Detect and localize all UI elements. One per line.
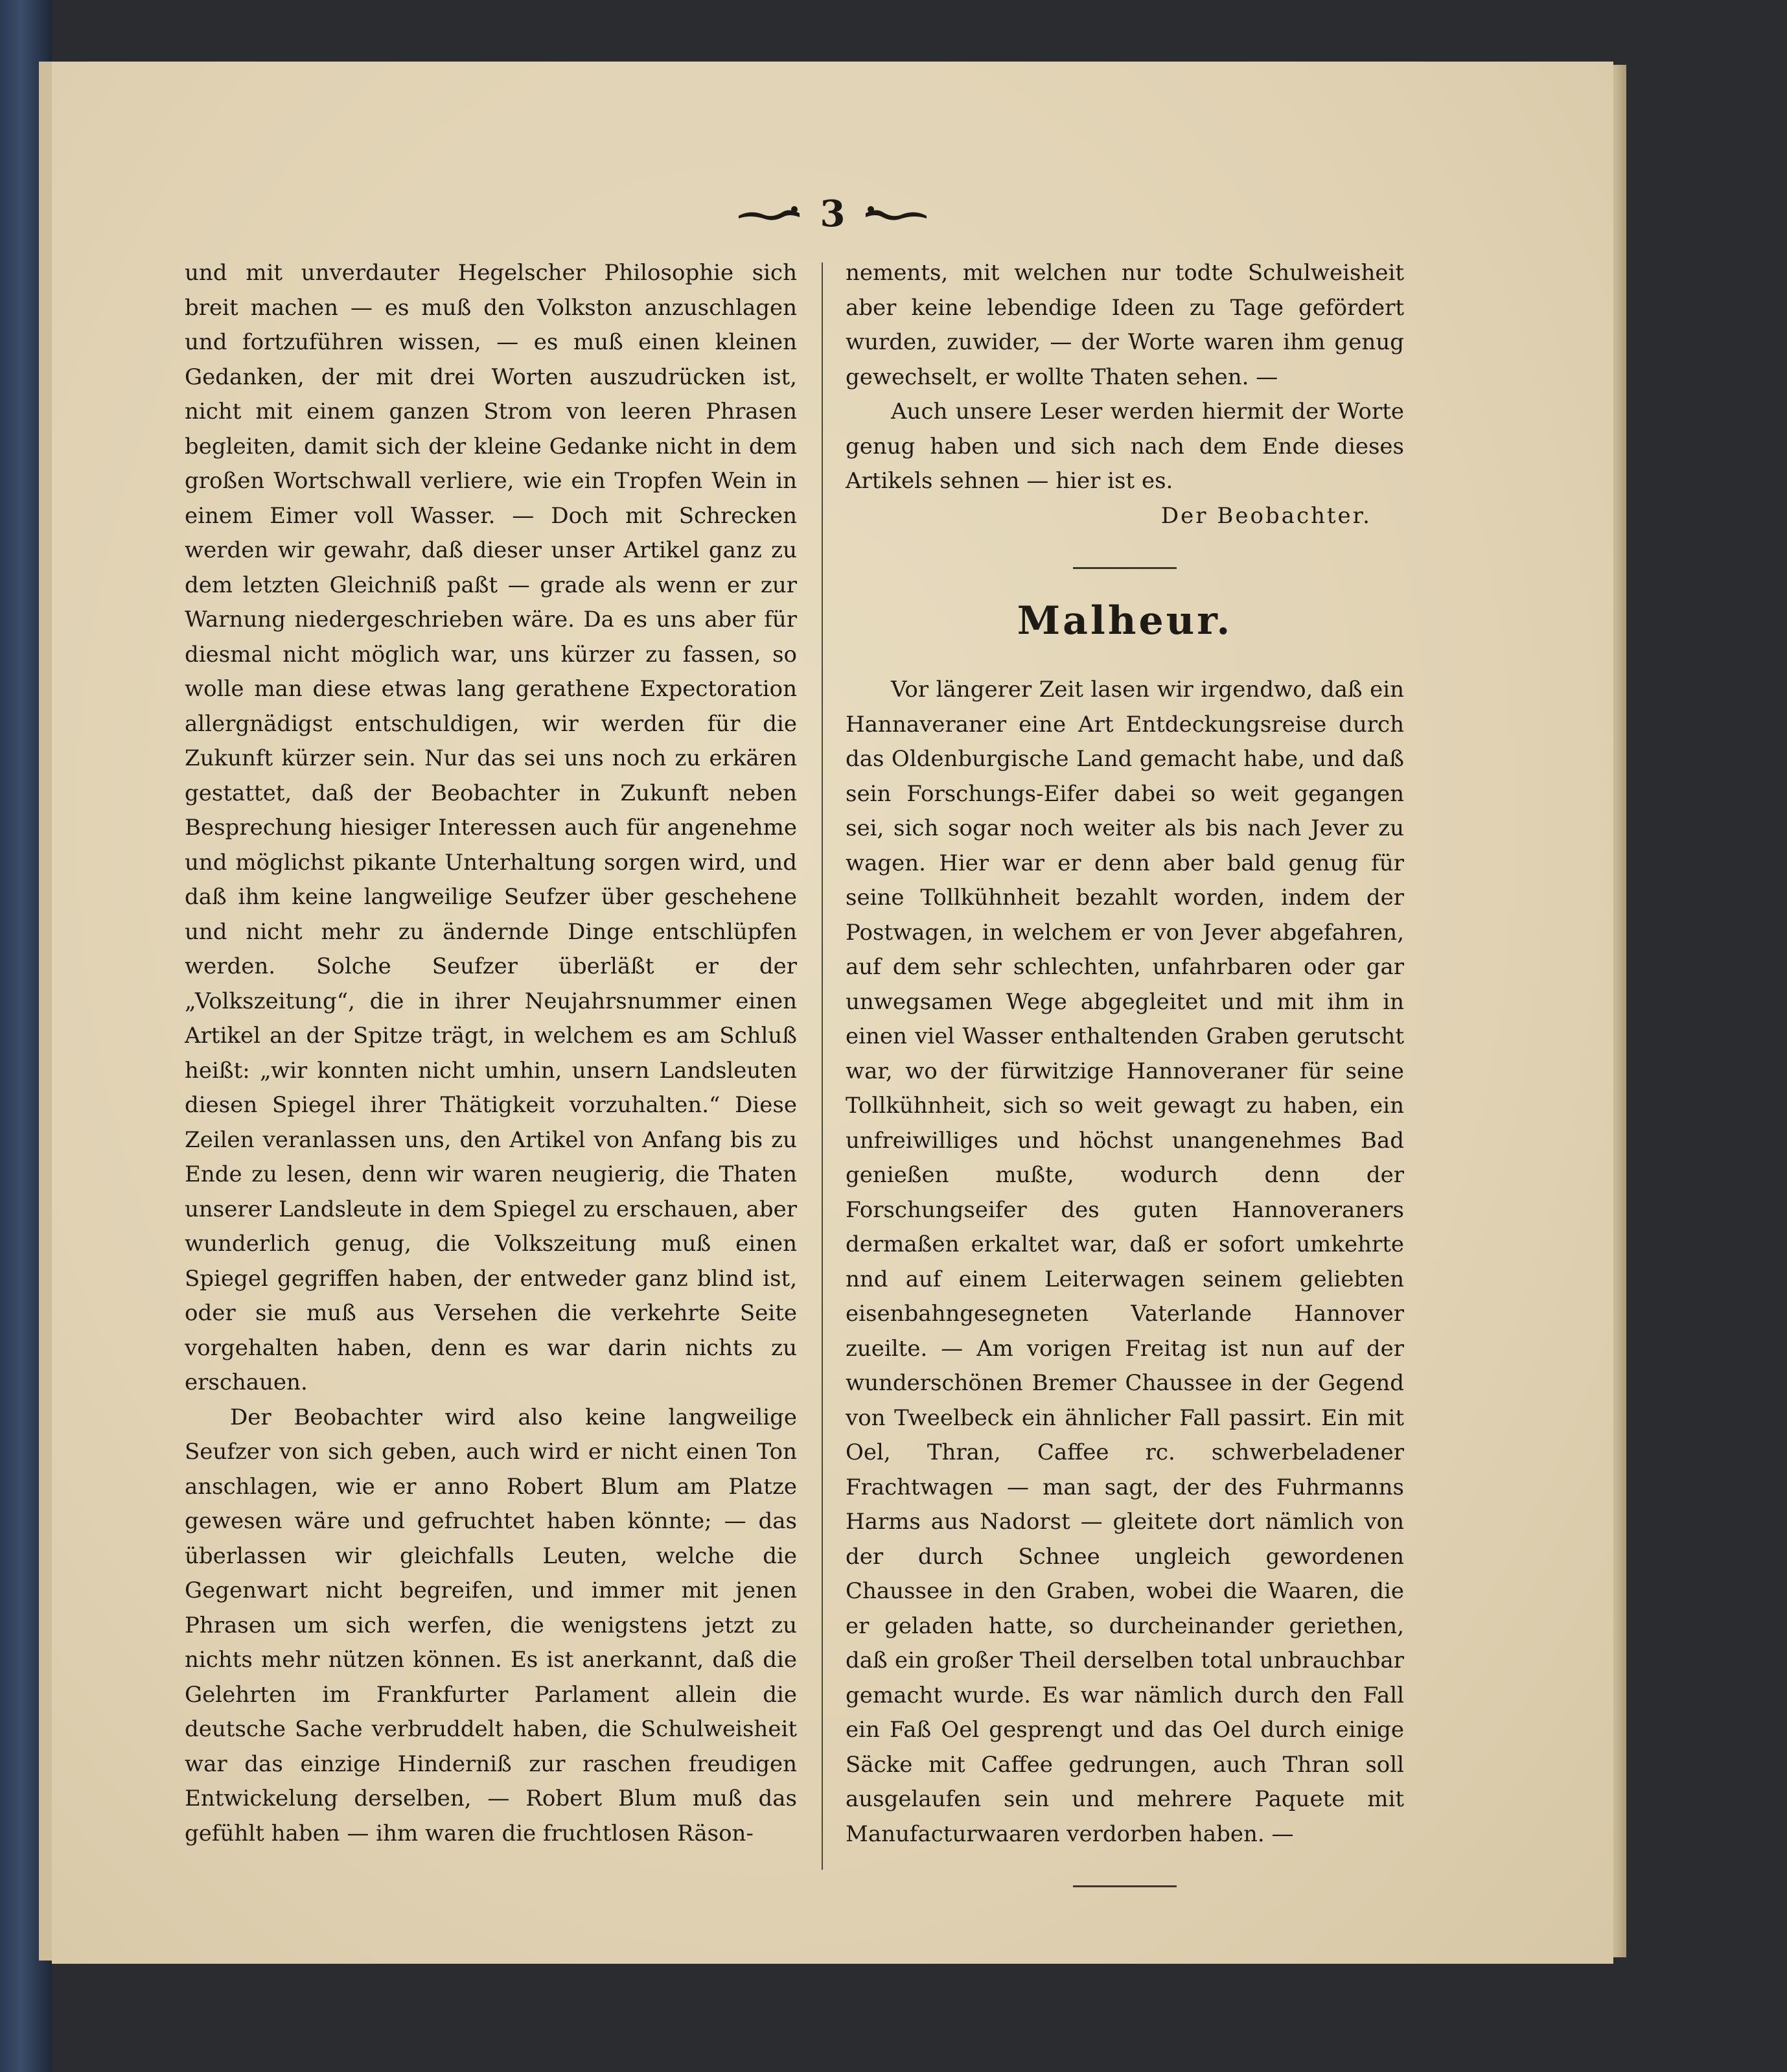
previous-page-edge — [39, 62, 52, 1961]
right-column — [846, 256, 1404, 1887]
section-divider-bottom — [1073, 1885, 1177, 1887]
column-divider — [822, 262, 823, 1870]
article-heading: Malheur. — [1017, 598, 1233, 644]
left-paragraph-2: Der Beobachter wird also keine langweilige Seufzer von sich geben, auch wird er nicht einen Ton anschlagen, wie er anno Robert Blum am Platze gewesen wäre und gefruchtet haben könnte; — das überlassen wir gleichfalls Leuten, welche die Gegenwart nicht begreifen, und immer mit jenen Phrasen um sich werfen, die wenigstens jetzt zu nichts mehr nützen können. Es ist anerkannt, daß die Gelehrten im Frankfurter Parlament allein die deutsche Sache verbruddelt haben, die Schulweisheit war das einzige Hinderniß zur raschen freudigen Entwickelung derselben, — Robert Blum muß das gefühlt haben — ihm waren die fruchtlosen Räson- — [185, 1404, 797, 1846]
left-paragraph-1: und mit unverdauter Hegelscher Philosophie sich breit machen — es muß den Volkston anzuschlagen und fortzuführen wissen, — es muß einen kleinen Gedanken, der mit drei Worten auszudrücken ist, nicht mit einem ganzen Strom von leeren Phrasen begleiten, damit sich der kleine Gedanke nicht in dem großen Wortschwall verliere, wie ein Tropfen Wein in einem Eimer voll Wasser. — Doch mit Schrecken werden wir gewahr, daß dieser unser Artikel ganz zu dem letzten Gleichniß paßt — grade als wenn er zur Warnung niedergeschrieben wäre. Da es uns aber für diesmal nicht möglich war, uns kürzer zu fassen, so wolle man diese etwas lang gerathene Expectoration allergnädigst entschuldigen, wir werden für die Zukunft kürzer sein. Nur das sei uns noch zu erkären gestattet, daß der Beobachter in Zukunft neben Besprechung hiesiger Interessen auch für angenehme und möglichst pikante Unterhaltung sorgen wird, und daß ihm keine langweilige Seufzer über geschehene und nicht mehr zu ändernde Dinge entschlüpfen werden. Solche Seufzer überläßt er der „Volkszeitung“, die in ihrer Neujahrsnummer einen Artikel an der Spitze trägt, in welchem es am Schluß heißt: „wir konnten nicht umhin, unsern Landsleuten diesen Spiegel ihrer Thätigkeit vorzuhalten.“ Diese Zeilen veranlassen uns, den Artikel von Anfang bis zu Ende zu lesen, denn wir waren neugierig, die Thaten unserer Landsleute in dem Spiegel zu erschauen, aber wunderlich genug, die Volkszeitung muß einen Spiegel gegriffen haben, der entweder ganz blind ist, oder sie muß aus Versehen die verkehrte Seite vorgehalten haben, denn es war darin nichts zu erschauen. — [185, 260, 797, 1395]
left-ornament-icon — [737, 203, 802, 225]
right-paragraph-1: nements, mit welchen nur todte Schulweisheit aber keine lebendige Ideen zu Tage gefördert wurden, zuwider, — der Worte waren ihm genug gewechselt, er wollte Thaten sehen. — — [846, 260, 1404, 390]
left-column — [185, 256, 797, 1851]
right-paragraph-3: Vor längerer Zeit lasen wir irgendwo, daß ein Hannaveraner eine Art Entdeckungsreise durch das Oldenburgische Land gemacht habe, und daß sein Forschungs-Eifer dabei so weit gegangen sei, sich sogar noch weiter als bis nach Jever zu wagen. Hier war er denn aber bald genug für seine Tollkühnheit bezahlt worden, indem der Postwagen, in welchem er von Jever abgefahren, auf dem sehr schlechten, unfahrbaren oder gar unwegsamen Wege abgegleitet und mit ihm in einen viel Wasser enthaltenden Graben gerutscht war, wo der fürwitzige Hannoveraner für seine Tollkühnheit, sich so weit gewagt zu haben, ein unfreiwilliges und höchst unangenehmes Bad genießen mußte, wodurch denn der Forschungseifer des guten Hannoveraners dermaßen erkaltet war, daß er sofort umkehrte nnd auf einem Leiterwagen seinem geliebten eisenbahngesegneten Vaterlande Hannover zueilte. — Am vorigen Freitag ist nun auf der wunderschönen Bremer Chaussee in der Gegend von Tweelbeck ein ähnlicher Fall passirt. Ein mit Oel, Thran, Caffee rc. schwerbeladener Frachtwagen — man sagt, der des Fuhrmanns Harms aus Nadorst — gleitete dort nämlich von der durch Schnee ungleich gewordenen Chaussee in den Graben, wobei die Waaren, die er geladen hatte, so durcheinander geriethen, daß ein großer Theil derselben total unbrauchbar gemacht wurde. Es war nämlich durch den Fall ein Faß Oel gesprengt und das Oel durch einige Säcke mit Caffee gedrungen, auch Thran soll ausgelaufen sein und mehrere Paquete mit Manufacturwaaren verdorben haben. — — [846, 677, 1404, 1847]
right-paragraph-2: Auch unsere Leser werden hiermit der Worte genug haben und sich nach dem Ende dieses Artikels sehnen — hier ist es. — [846, 399, 1404, 494]
right-ornament-icon — [863, 203, 928, 225]
author-signature: Der Beobachter. — [1160, 502, 1372, 529]
page-number: 3 — [820, 192, 846, 235]
page-header — [52, 188, 1613, 240]
